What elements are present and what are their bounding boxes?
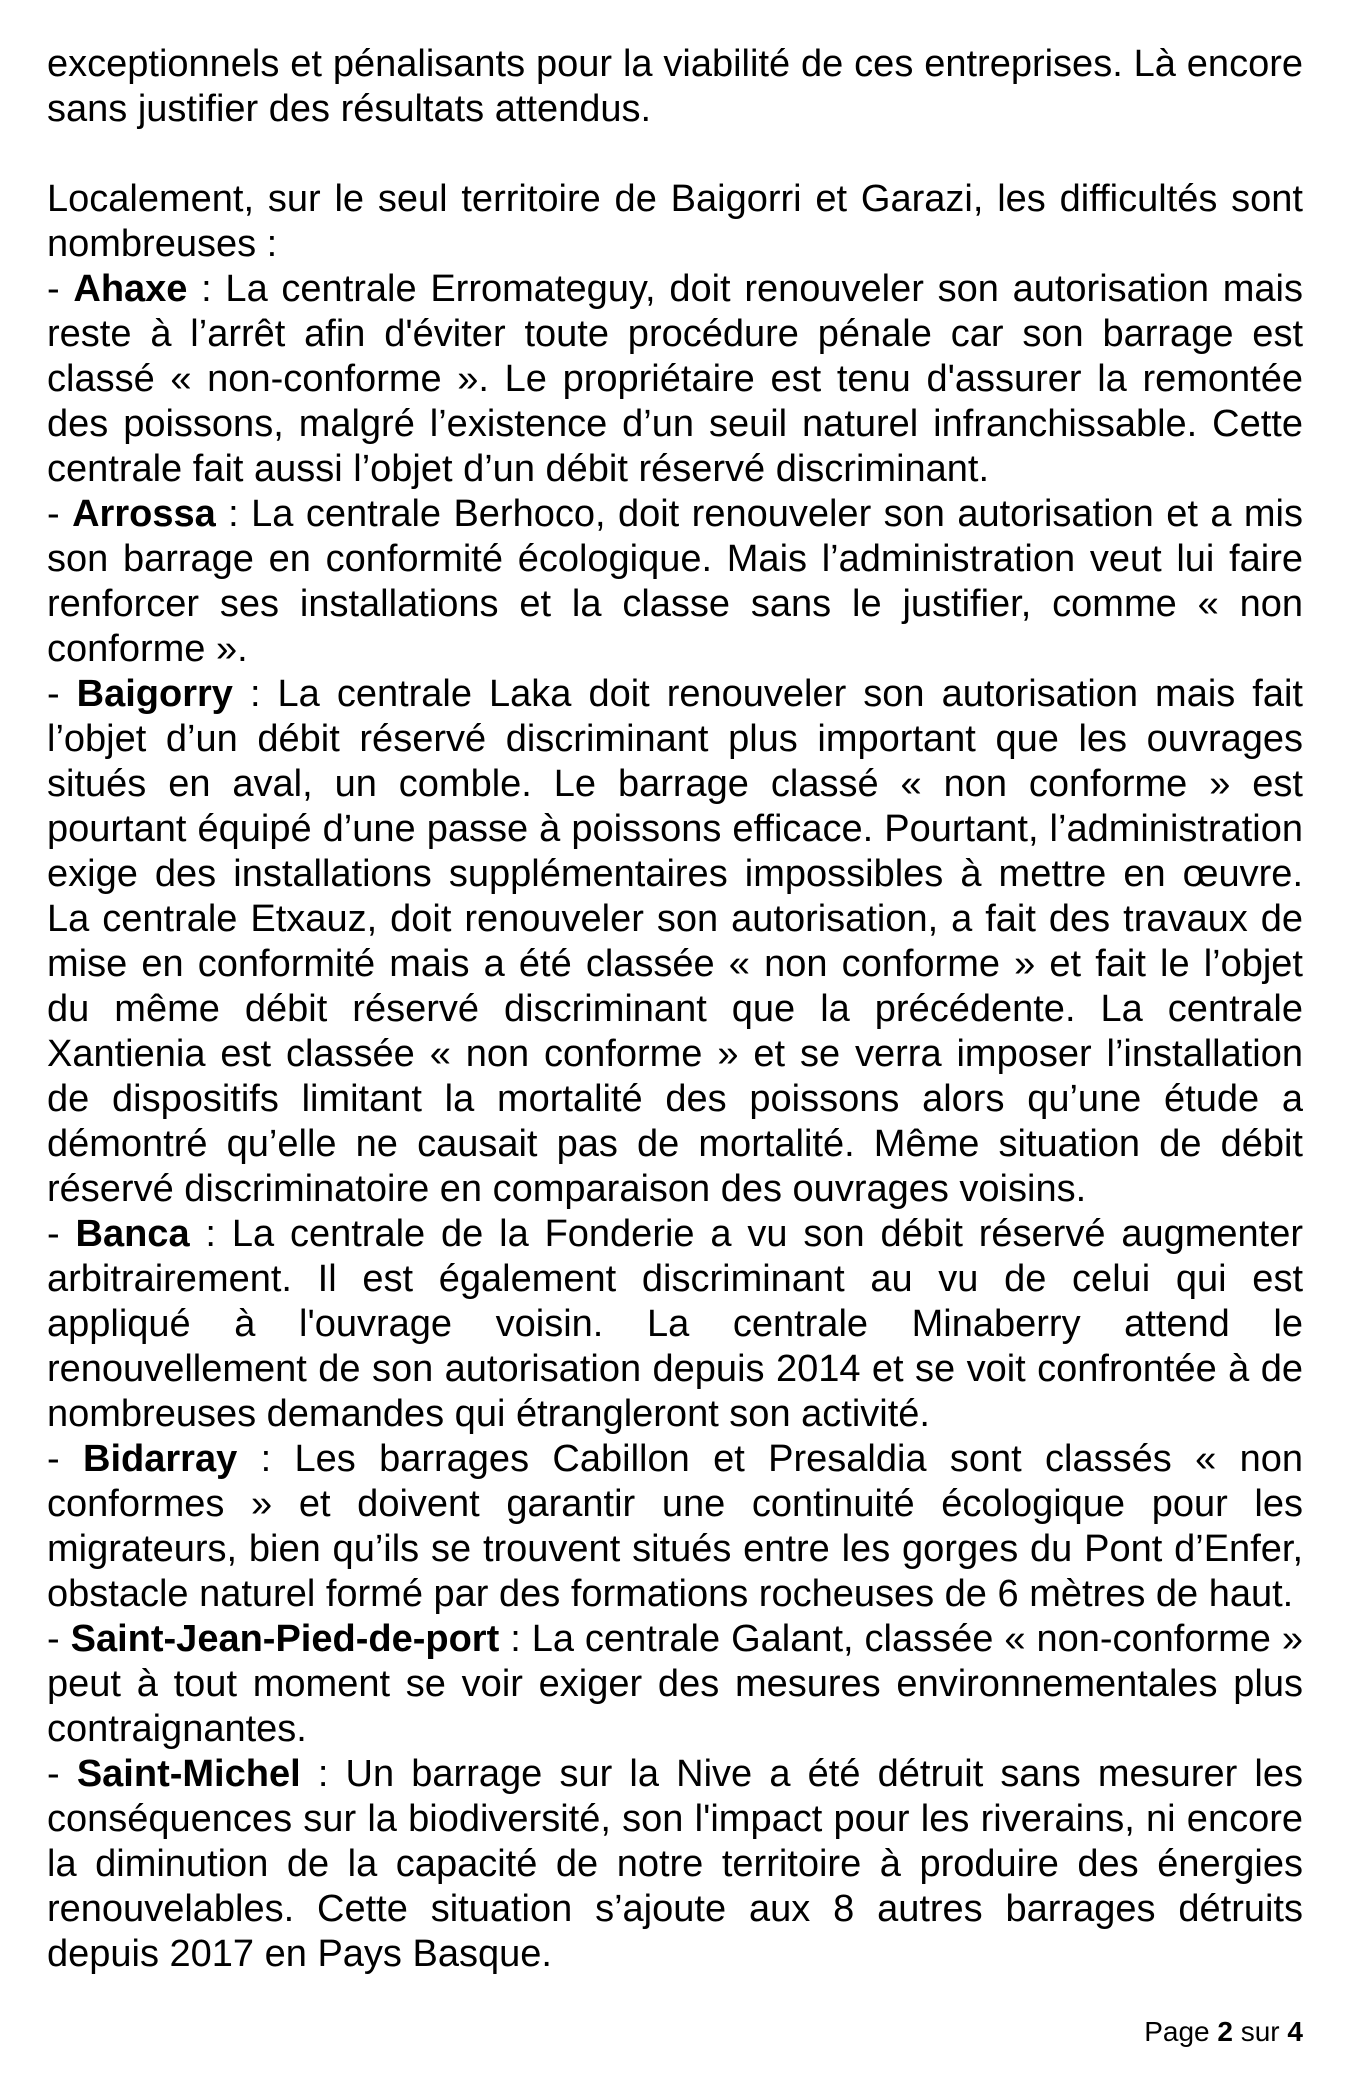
footer-page-label: Page [1144,2016,1218,2047]
list-item-arrossa [47,492,1303,672]
location-name: Saint-Michel [76,1753,301,1795]
list-item-saint-michel [47,1752,1303,1977]
document-page-body [47,42,1303,1977]
location-description: : Un barrage sur la Nive a été détruit sans mesurer les conséquences sur la biodiversité, son l'impact pour les riverains, ni encore la diminution de la capacité de notre territoire à produire des énergies renouvelables. Cette situation s’ajoute aux 8 autres barrages détruits depuis 2017 en Pays Basque. [47,1753,1303,1975]
location-name: Saint-Jean-Pied-de-port [70,1618,500,1660]
list-item-marker: - [47,1438,84,1480]
paragraph-local-intro-text: Localement, sur le seul territoire de Baigorri et Garazi, les difficultés sont nombreuses : [47,178,1303,265]
list-item-banca [47,1212,1303,1437]
blank-line [47,132,1303,177]
footer-separator: sur [1232,2016,1288,2047]
list-item-bidarray [47,1437,1303,1617]
list-item-marker: - [47,493,73,535]
location-name: Baigorry [76,673,233,715]
paragraph-local-intro [47,177,1303,267]
list-item-marker: - [47,1213,76,1255]
list-item-marker: - [47,1753,77,1795]
list-item-marker: - [47,673,77,715]
location-description: : La centrale de la Fonderie a vu son débit réservé augmenter arbitrairement. Il est également discriminant au vu de celui qui est appliqué à l'ouvrage voisin. La centrale Minaberry attend le renouvellement de son autorisation depuis 2014 et se voit confrontée à de nombreuses demandes qui étrangleront son activité. [47,1213,1303,1435]
location-description: : La centrale Galant, classée « non-conforme » peut à tout moment se voir exiger des mesures environnementales plus contraignantes. [47,1618,1304,1750]
location-name: Bidarray [83,1438,238,1480]
location-name: Ahaxe [73,268,188,310]
list-item-saint-jean-pied-de-port [47,1617,1303,1752]
location-description: : La centrale Berhoco, doit renouveler son autorisation et a mis son barrage en conformité écologique. Mais l’administration veut lui faire renforcer ses installations et la classe sans le justifier, comme « non conforme ». [47,493,1303,670]
location-name: Arrossa [72,493,216,535]
page-footer [47,2016,1303,2048]
location-description: : La centrale Laka doit renouveler son autorisation mais fait l’objet d’un débit réservé discriminant plus important que les ouvrages situés en aval, un comble. Le barrage classé « non conforme » est pourtant équipé d’une passe à poissons efficace. Pourtant, l’administration exige des installations supplémentaires impossibles à mettre en œuvre. La centrale Etxauz, doit renouveler son autorisation, a fait des travaux de mise en conformité mais a été classée « non conforme » et fait le l’objet du même débit réservé discriminant que la précédente. La centrale Xantienia est classée « non conforme » et se verra imposer l’installation de dispositifs limitant la mortalité des poissons alors qu’une étude a démontré qu’elle ne causait pas de mortalité. Même situation de débit réservé discriminatoire en comparaison des ouvrages voisins. [47,673,1303,1210]
list-item-ahaxe [47,267,1303,492]
footer-page-number: 2 [1217,2016,1233,2047]
list-item-marker: - [47,1618,71,1660]
list-item-baigorry [47,672,1303,1212]
location-description: : Les barrages Cabillon et Presaldia sont classés « non conformes » et doivent garantir une continuité écologique pour les migrateurs, bien qu’ils se trouvent situés entre les gorges du Pont d’Enfer, obstacle naturel formé par des formations rocheuses de 6 mètres de haut. [47,1438,1303,1615]
footer-total-pages: 4 [1287,2016,1303,2047]
list-item-marker: - [47,268,74,310]
location-name: Banca [75,1213,190,1255]
paragraph-continuation [47,42,1303,132]
location-description: : La centrale Erromateguy, doit renouveler son autorisation mais reste à l’arrêt afin d'éviter toute procédure pénale car son barrage est classé « non-conforme ». Le propriétaire est tenu d'assurer la remontée des poissons, malgré l’existence d’un seuil naturel infranchissable. Cette centrale fait aussi l’objet d’un débit réservé discriminant. [47,268,1303,490]
paragraph-continuation-text: exceptionnels et pénalisants pour la viabilité de ces entreprises. Là encore sans justifier des résultats attendus. [47,43,1303,130]
